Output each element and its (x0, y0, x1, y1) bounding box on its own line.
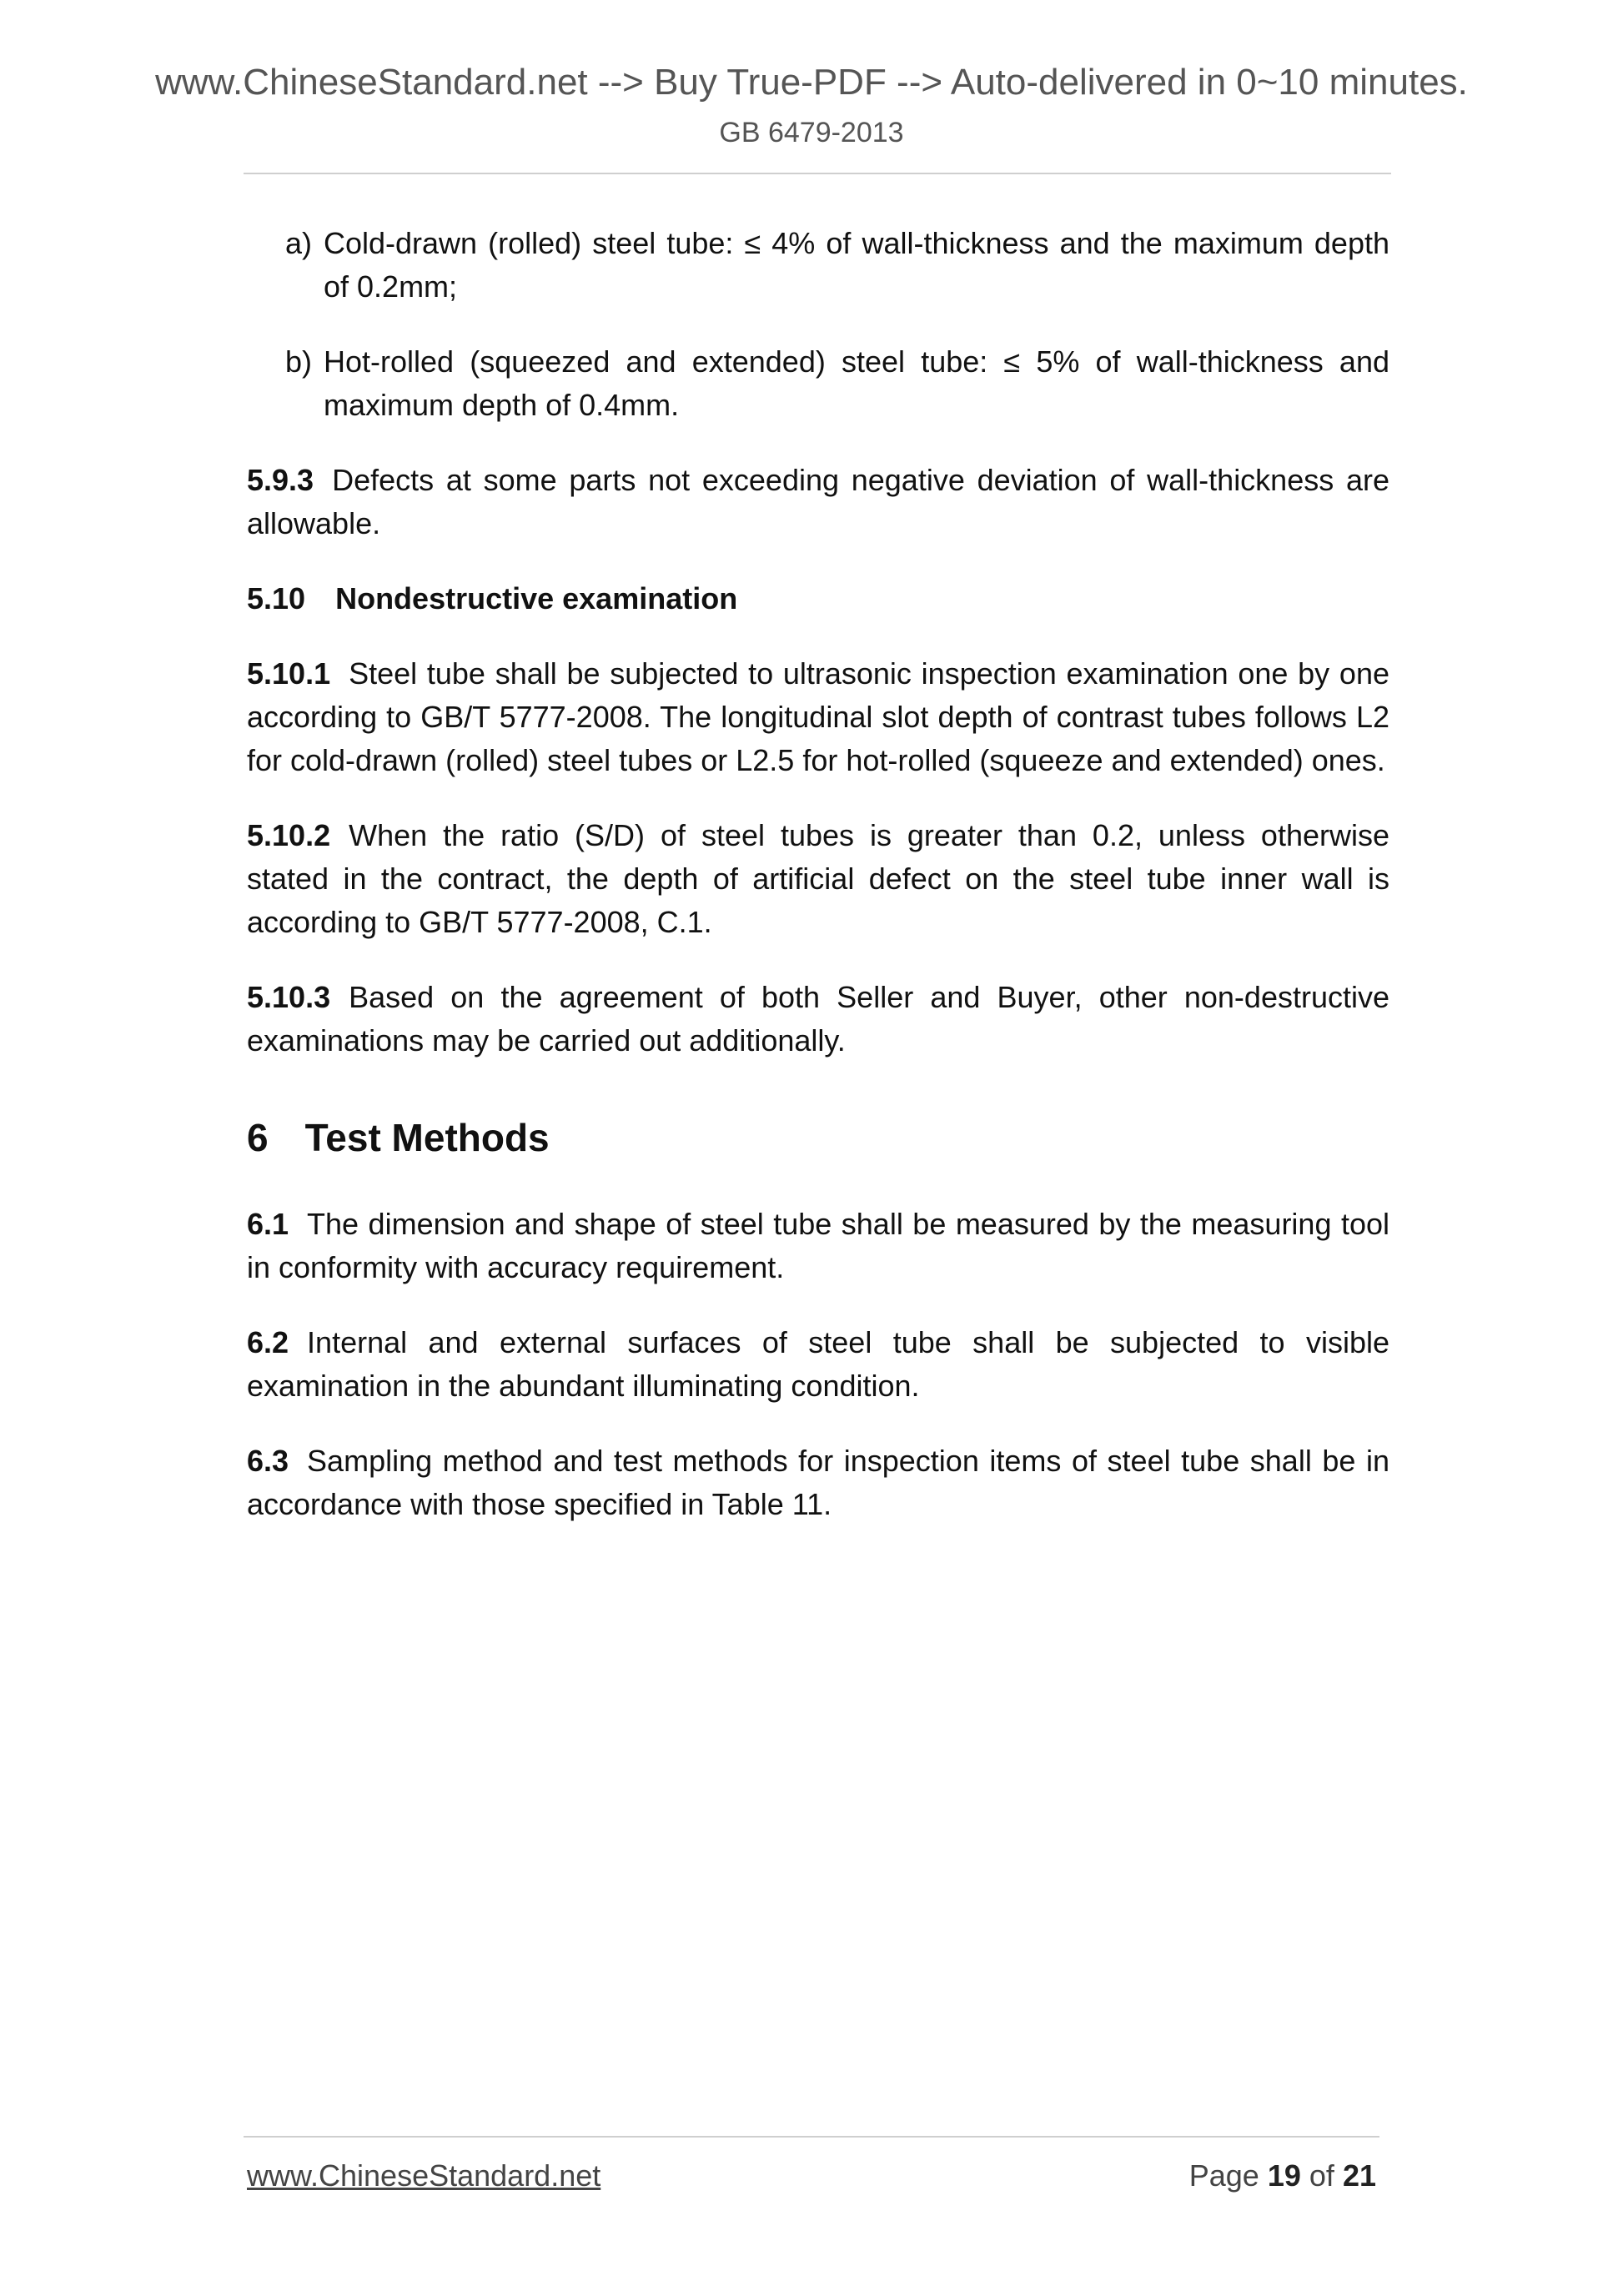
standard-code: GB 6479-2013 (719, 117, 904, 148)
clause-6-1 (247, 1203, 1389, 1289)
clause-number: 6.1 (247, 1207, 289, 1241)
list-item-text: Cold-drawn (rolled) steel tube: ≤ 4% of wall-thickness and the maximum depth of 0.2mm; (324, 226, 1389, 304)
list-item-b (247, 340, 1389, 427)
list-item-a (247, 222, 1389, 309)
heading-text: Nondestructive examination (335, 581, 738, 615)
heading-number: 5.10 (247, 581, 306, 615)
clause-5-10-3 (247, 976, 1389, 1063)
list-item-text: Hot-rolled (squeezed and extended) steel tube: ≤ 5% of wall-thickness and maximum depth of 0.4mm. (324, 344, 1389, 422)
clause-text: Sampling method and test methods for inspection items of steel tube shall be in accordance with those specified in Table 11. (247, 1444, 1389, 1521)
section-number: 6 (247, 1116, 269, 1159)
heading-5-10 (247, 577, 1389, 620)
clause-number: 5.10.1 (247, 656, 331, 691)
clause-number: 6.2 (247, 1325, 289, 1359)
page-of: of (1309, 2158, 1334, 2193)
footer-site-link[interactable]: www.ChineseStandard.net (247, 2158, 601, 2193)
clause-text: Based on the agreement of both Seller and Buyer, other non-destructive examinations may be carried out additionally. (247, 980, 1389, 1058)
section-6-title (247, 1113, 1389, 1163)
clause-5-10-1 (247, 652, 1389, 782)
clause-6-2 (247, 1321, 1389, 1408)
list-item-label: b) (285, 344, 313, 379)
footer-divider (244, 2136, 1379, 2138)
header-divider (244, 173, 1391, 174)
list-item-label: a) (285, 226, 313, 260)
clause-number: 5.9.3 (247, 463, 314, 497)
page-current: 19 (1267, 2158, 1301, 2193)
clause-number: 5.10.3 (247, 980, 331, 1014)
clause-text: Steel tube shall be subjected to ultrasonic inspection examination one by one according to GB/T 5777-2008. The longitudinal slot depth of contrast tubes follows L2 for cold-drawn (rolled) steel tubes or L2.5 for hot-rolled (squeeze and extended) ones. (247, 656, 1389, 777)
clause-text: When the ratio (S/D) of steel tubes is greater than 0.2, unless otherwise stated in the contract, the depth of artificial defect on the steel tube inner wall is according to GB/T 5777-2008, C.1. (247, 818, 1389, 939)
page-indicator (1189, 2158, 1376, 2193)
clause-5-10-2 (247, 814, 1389, 944)
page-total: 21 (1342, 2158, 1376, 2193)
header-banner[interactable]: www.ChineseStandard.net --> Buy True-PDF --> Auto-delivered in 0~10 minutes. (155, 62, 1468, 103)
section-text: Test Methods (304, 1116, 550, 1159)
page-word: Page (1188, 2158, 1259, 2193)
clause-number: 5.10.2 (247, 818, 331, 852)
clause-6-3 (247, 1439, 1389, 1526)
clause-text: The dimension and shape of steel tube shall be measured by the measuring tool in conformity with accuracy requirement. (247, 1207, 1389, 1284)
clause-text: Internal and external surfaces of steel tube shall be subjected to visible examination in the abundant illuminating condition. (247, 1325, 1389, 1403)
clause-number: 6.3 (247, 1444, 289, 1478)
clause-5-9-3 (247, 459, 1389, 545)
document-body (247, 222, 1389, 1558)
clause-text: Defects at some parts not exceeding negative deviation of wall-thickness are allowable. (247, 463, 1389, 540)
